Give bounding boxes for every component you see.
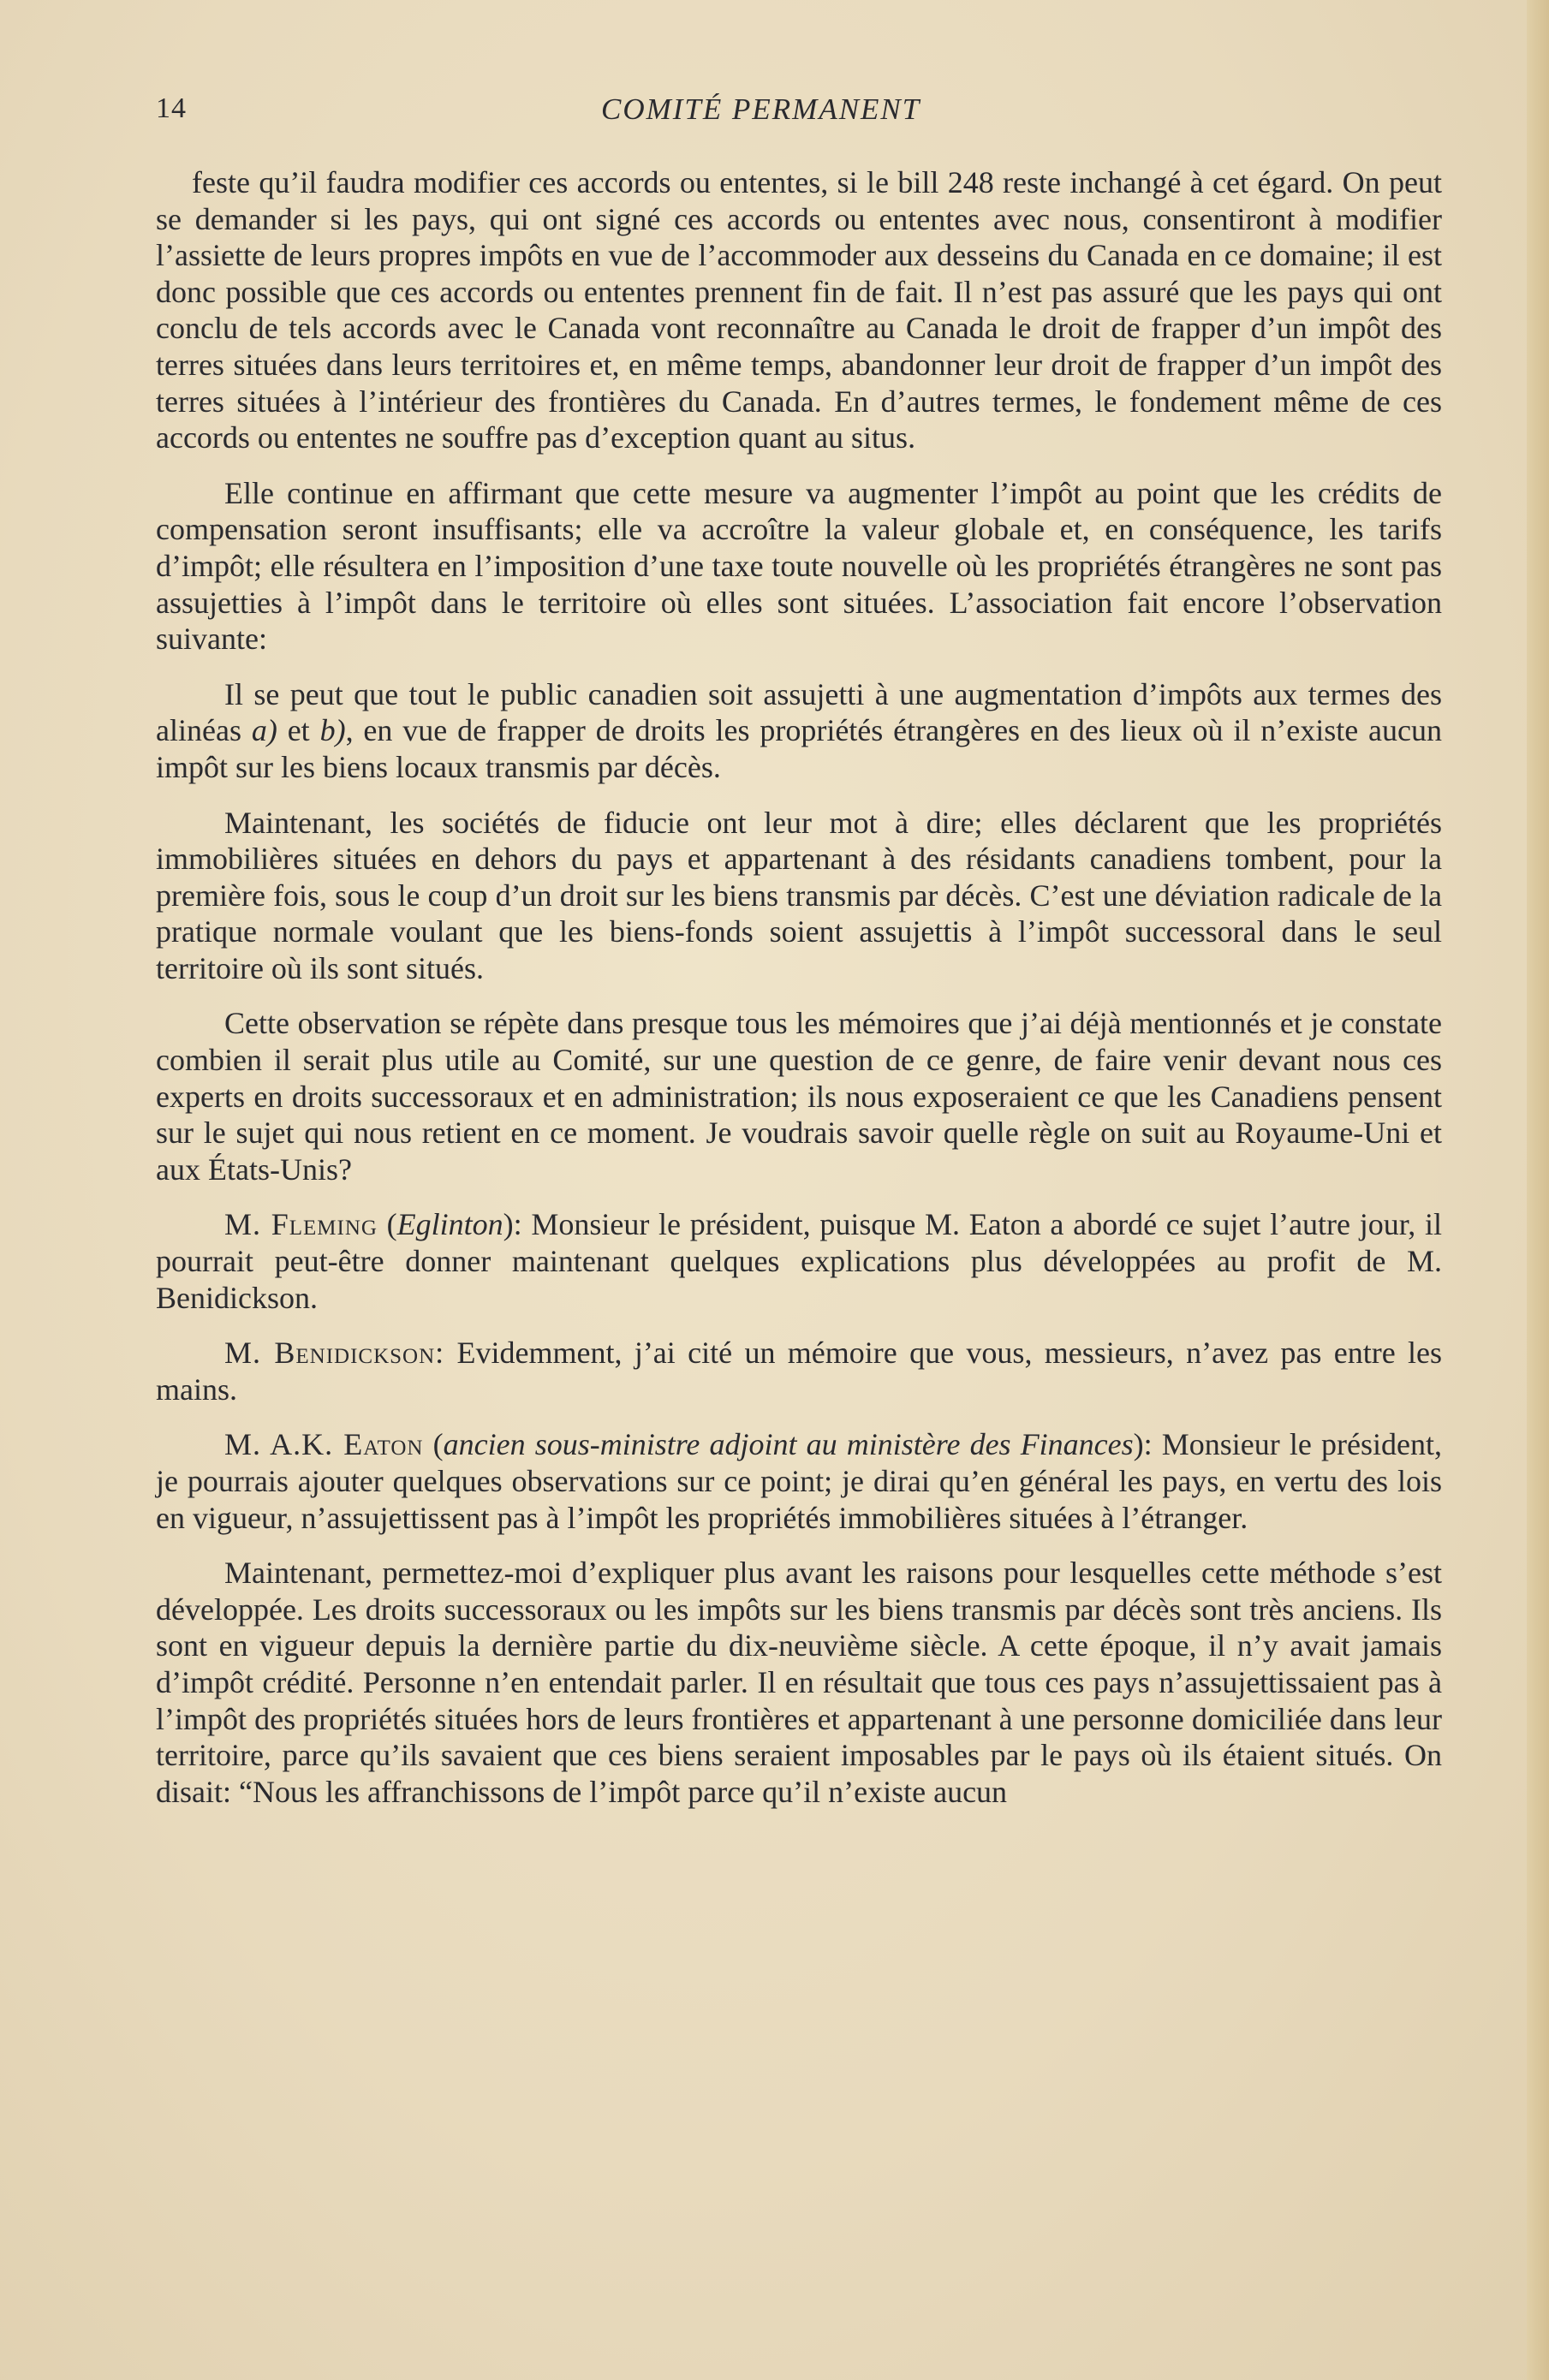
- speaker-role: ancien sous-ministre adjoint au ministère des Finances: [443, 1427, 1134, 1462]
- paragraph: Elle continue en affirmant que cette mesure va augmenter l’impôt au point que les crédits de compensation seront insuffisants; elle va accroître la valeur globale et, en conséquence, les tarifs d’impôt; elle résultera en l’imposition d’une taxe toute nouvelle où les propriétés étrangères ne sont pas assujetties à l’impôt dans le territoire où elles sont situées. L’association fait encore l’observation suivante:: [156, 475, 1442, 657]
- page-number: 14: [156, 92, 187, 124]
- speaker-name: M. Benidickson:: [224, 1336, 445, 1371]
- speaker-paragraph: M. Fleming (Eglinton): Monsieur le président, puisque M. Eaton a abordé ce sujet l’autre jour, il pourrait peut-être donner maintenant quelques explications plus développées au profit de M. Benidickson.: [156, 1207, 1442, 1315]
- speaker-name: M. A.K. Eaton: [224, 1427, 424, 1462]
- speaker-riding: Eglinton: [396, 1207, 503, 1242]
- block-quote: Il se peut que tout le public canadien soit assujetti à une augmentation d’impôts aux termes des alinéas a) et b), en vue de frapper de droits les propriétés étrangères en des lieux où il n’existe aucun impôt sur les biens locaux transmis par décès.: [156, 676, 1443, 784]
- running-title: COMITÉ PERMANENT: [601, 92, 921, 126]
- document-body: [156, 164, 1442, 1829]
- paragraph: Maintenant, permettez-moi d’expliquer plus avant les raisons pour lesquelles cette méthode s’est développée. Les droits successoraux ou les impôts sur les biens transmis par décès sont très anciens. Ils sont en vigueur depuis la dernière partie du dix-neuvième siècle. A cette époque, il n’y avait jamais d’impôt crédité. Personne n’en entendait parler. Il en résultait que tous ces pays n’assujettissaient pas à l’impôt des propriétés situées hors de leurs frontières et appartenant à une personne domiciliée dans leur territoire, parce qu’ils savaient que ces biens seraient imposables par le pays où ils étaient situés. On disait: “Nous les affranchissons de l’impôt parce qu’il n’existe aucun: [156, 1556, 1442, 1809]
- speaker-paragraph: M. Benidickson: Evidemment, j’ai cité un mémoire que vous, messieurs, n’avez pas entre les mains.: [156, 1336, 1443, 1407]
- emphasis: b): [319, 713, 346, 748]
- speaker-paragraph: M. A.K. Eaton (ancien sous-ministre adjoint au ministère des Finances): Monsieur le président, je pourrais ajouter quelques observations sur ce point; je dirai qu’en général les pays, en vertu des lois en vigueur, n’assujettissent pas à l’impôt les propriétés immobilières situées à l’étranger.: [156, 1427, 1442, 1535]
- emphasis: a): [251, 713, 277, 748]
- paragraph: Maintenant, les sociétés de fiducie ont leur mot à dire; elles déclarent que les propriétés immobilières situées en dehors du pays et appartenant à des résidants canadiens tombent, pour la première fois, sous le coup d’un droit sur les biens transmis par décès. C’est une déviation radicale de la pratique normale voulant que les biens-fonds soient assujettis à l’impôt successoral dans le seul territoire où ils sont situés.: [156, 805, 1442, 985]
- speaker-name: M. Fleming: [224, 1207, 378, 1242]
- paragraph: Cette observation se répète dans presque tous les mémoires que j’ai déjà mentionnés et je constate combien il serait plus utile au Comité, sur une question de ce genre, de faire venir devant nous ces experts en droits successoraux et en administration; ils nous exposeraient ce que les Canadiens pensent sur le sujet qui nous retient en ce moment. Je voudrais savoir quelle règle on suit au Royaume-Uni et aux États-Unis?: [156, 1006, 1442, 1187]
- page-header: [156, 92, 1440, 134]
- page-edge: [1527, 0, 1549, 2380]
- paragraph: feste qu’il faudra modifier ces accords ou ententes, si le bill 248 reste inchangé à cet égard. On peut se demander si les pays, qui ont signé ces accords ou ententes avec nous, consentiront à modifier l’assiette de leurs propres impôts en vue de l’accommoder aux desseins du Canada en ce domaine; il est donc possible que ces accords ou ententes prennent fin de fait. Il n’est pas assuré que les pays qui ont conclu de tels accords avec le Canada vont reconnaître au Canada le droit de frapper d’un impôt des terres situées dans leurs territoires et, en même temps, abandonner leur droit de frapper d’un impôt des terres situées à l’intérieur des frontières du Canada. En d’autres termes, le fondement même de ces accords ou ententes ne souffre pas d’exception quant au situs.: [156, 165, 1442, 455]
